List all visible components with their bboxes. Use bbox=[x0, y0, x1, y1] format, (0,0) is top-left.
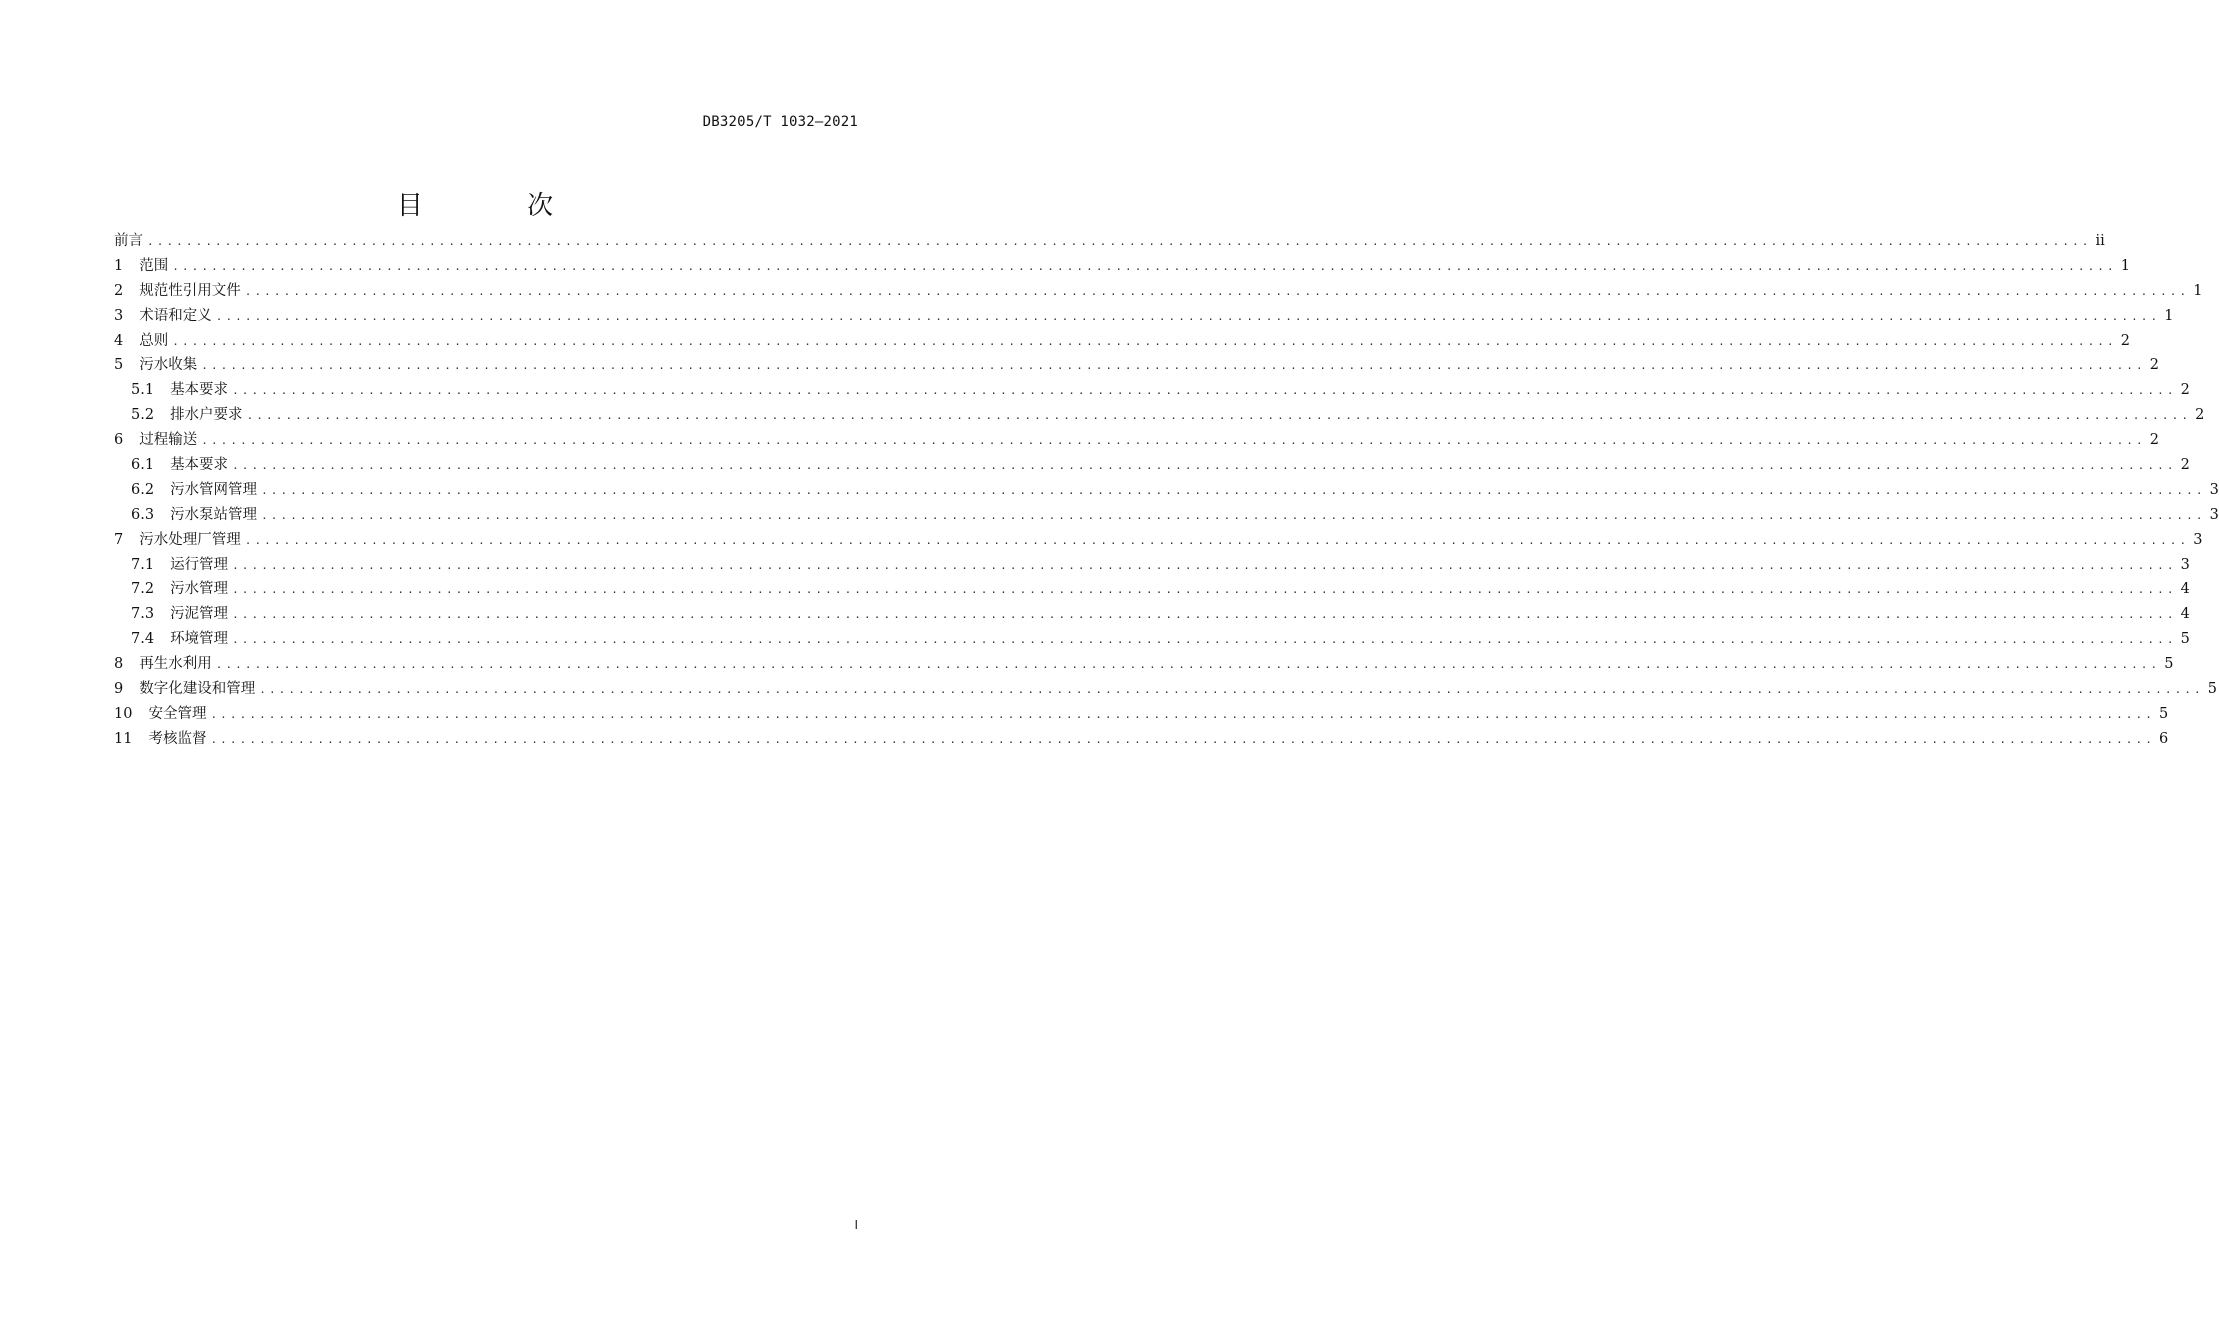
toc-entry-number: 9 bbox=[114, 681, 124, 698]
toc-entry[interactable] bbox=[114, 329, 2130, 354]
toc-entry-page: 2 bbox=[2149, 432, 2159, 449]
toc-dot-leader: ........................................................................................................................................................................................................ bbox=[232, 583, 2177, 597]
toc-dot-leader: ........................................................................................................................................................................................................ bbox=[201, 434, 2146, 448]
toc-entry-number: 5 bbox=[114, 357, 124, 374]
toc-entry-label: 数字化建设和管理 bbox=[139, 681, 256, 698]
toc-entry[interactable] bbox=[114, 403, 2205, 428]
toc-dot-leader: ........................................................................................................................................................................................................ bbox=[232, 459, 2177, 473]
toc-entry-page: 5 bbox=[2207, 681, 2217, 698]
toc-entry-label: 污水处理厂管理 bbox=[139, 531, 241, 548]
toc-entry-number: 7 bbox=[114, 531, 124, 548]
toc-entry-label: 规范性引用文件 bbox=[139, 282, 241, 299]
toc-dot-leader: ........................................................................................................................................................................................................ bbox=[215, 309, 2161, 323]
toc-entry-number: 8 bbox=[114, 656, 124, 673]
toc-entry-page: 2 bbox=[2120, 332, 2130, 349]
toc-entry[interactable] bbox=[114, 353, 2159, 378]
toc-dot-leader: ........................................................................................................................................................................................................ bbox=[172, 334, 2117, 348]
toc-entry-label: 污水管理 bbox=[170, 581, 229, 598]
toc-entry-label: 前言 bbox=[114, 233, 143, 249]
toc-entry-label: 基本要求 bbox=[170, 457, 229, 474]
toc-entry-number: 6.1 bbox=[131, 457, 155, 474]
toc-entry-page: 2 bbox=[2195, 407, 2205, 424]
toc-dot-leader: ........................................................................................................................................................................................................ bbox=[232, 633, 2177, 647]
toc-entry[interactable] bbox=[114, 254, 2130, 279]
toc-entry-number: 3 bbox=[114, 307, 124, 324]
toc-entry-page: 5 bbox=[2180, 631, 2190, 648]
page-title: 目 次 bbox=[396, 191, 602, 221]
toc-entry[interactable] bbox=[114, 428, 2159, 453]
toc-entry-label: 考核监督 bbox=[148, 730, 207, 747]
toc-entry[interactable] bbox=[114, 229, 2105, 254]
toc-entry-label: 排水户要求 bbox=[170, 407, 243, 424]
toc-entry-number: 7.4 bbox=[131, 631, 155, 648]
toc-entry-page: 2 bbox=[2149, 357, 2159, 374]
toc-entry-number: 10 bbox=[114, 705, 133, 722]
toc-entry[interactable] bbox=[114, 378, 2190, 403]
toc-entry[interactable] bbox=[114, 627, 2190, 652]
toc-dot-leader: ........................................................................................................................................................................................................ bbox=[261, 508, 2206, 522]
toc-entry-label: 再生水利用 bbox=[139, 656, 212, 673]
toc-entry-number: 5.2 bbox=[131, 407, 155, 424]
toc-entry-label: 环境管理 bbox=[170, 631, 229, 648]
toc-entry-label: 污泥管理 bbox=[170, 606, 229, 623]
toc-dot-leader: ........................................................................................................................................................................................................ bbox=[172, 259, 2117, 273]
toc-dot-leader: ........................................................................................................................................................................................................ bbox=[232, 608, 2177, 622]
toc-dot-leader: ........................................................................................................................................................................................................ bbox=[244, 533, 2190, 547]
toc-entry-page: 1 bbox=[2164, 307, 2174, 324]
toc-entry[interactable] bbox=[114, 553, 2190, 578]
toc-entry[interactable] bbox=[114, 453, 2190, 478]
toc-dot-leader: ........................................................................................................................................................................................................ bbox=[210, 707, 2155, 721]
toc-entry-label: 范围 bbox=[139, 257, 169, 274]
toc-entry-page: 3 bbox=[2180, 556, 2190, 573]
toc-dot-leader: ........................................................................................................................................................................................................ bbox=[147, 235, 2092, 248]
toc-entry-page: ii bbox=[2095, 233, 2105, 249]
toc-entry-label: 污水收集 bbox=[139, 357, 198, 374]
toc-entry-number: 1 bbox=[114, 257, 124, 274]
toc-entry[interactable] bbox=[114, 602, 2190, 627]
toc-entry-page: 2 bbox=[2180, 457, 2190, 474]
toc-entry[interactable] bbox=[114, 478, 2219, 503]
toc-dot-leader: ........................................................................................................................................................................................................ bbox=[232, 384, 2177, 398]
toc-entry-page: 3 bbox=[2209, 481, 2219, 498]
table-of-contents bbox=[114, 229, 2219, 752]
toc-entry-number: 7.2 bbox=[131, 581, 155, 598]
toc-entry-label: 基本要求 bbox=[170, 382, 229, 399]
toc-entry[interactable] bbox=[114, 677, 2217, 702]
toc-dot-leader: ........................................................................................................................................................................................................ bbox=[215, 658, 2161, 672]
toc-dot-leader: ........................................................................................................................................................................................................ bbox=[244, 284, 2190, 298]
toc-entry[interactable] bbox=[114, 727, 2169, 752]
toc-dot-leader: ........................................................................................................................................................................................................ bbox=[259, 683, 2204, 697]
toc-entry-page: 5 bbox=[2158, 705, 2169, 722]
toc-entry-page: 6 bbox=[2158, 730, 2169, 747]
toc-entry-label: 安全管理 bbox=[148, 705, 207, 722]
toc-entry-label: 污水泵站管理 bbox=[170, 506, 258, 523]
toc-entry[interactable] bbox=[114, 577, 2190, 602]
toc-entry-number: 6 bbox=[114, 432, 124, 449]
toc-entry-number: 4 bbox=[114, 332, 124, 349]
toc-dot-leader: ........................................................................................................................................................................................................ bbox=[201, 359, 2146, 373]
toc-entry-page: 4 bbox=[2180, 606, 2190, 623]
toc-entry-page: 2 bbox=[2180, 382, 2190, 399]
toc-dot-leader: ........................................................................................................................................................................................................ bbox=[210, 732, 2155, 746]
toc-entry[interactable] bbox=[114, 528, 2203, 553]
toc-dot-leader: ........................................................................................................................................................................................................ bbox=[232, 558, 2177, 572]
toc-entry-page: 4 bbox=[2180, 581, 2190, 598]
toc-entry-number: 6.2 bbox=[131, 481, 155, 498]
toc-entry-page: 5 bbox=[2164, 656, 2174, 673]
document-code: DB3205/T 1032—2021 bbox=[702, 114, 858, 130]
toc-entry-number: 7.1 bbox=[131, 556, 155, 573]
toc-entry-number: 11 bbox=[114, 730, 133, 747]
toc-entry-label: 运行管理 bbox=[170, 556, 229, 573]
toc-entry[interactable] bbox=[114, 702, 2169, 727]
toc-entry-page: 3 bbox=[2193, 531, 2203, 548]
toc-entry[interactable] bbox=[114, 652, 2174, 677]
toc-entry-page: 1 bbox=[2120, 257, 2130, 274]
toc-entry-number: 6.3 bbox=[131, 506, 155, 523]
toc-entry-number: 5.1 bbox=[131, 382, 155, 399]
toc-entry-label: 污水管网管理 bbox=[170, 481, 258, 498]
page-number: I bbox=[854, 1218, 858, 1232]
toc-entry-number: 2 bbox=[114, 282, 124, 299]
toc-entry-label: 术语和定义 bbox=[139, 307, 212, 324]
toc-entry[interactable] bbox=[114, 279, 2203, 304]
toc-entry-label: 过程输送 bbox=[139, 432, 198, 449]
toc-entry[interactable] bbox=[114, 503, 2219, 528]
toc-dot-leader: ........................................................................................................................................................................................................ bbox=[246, 409, 2192, 423]
toc-entry-page: 1 bbox=[2193, 282, 2203, 299]
toc-entry[interactable] bbox=[114, 304, 2174, 329]
toc-entry-page: 3 bbox=[2209, 506, 2219, 523]
toc-dot-leader: ........................................................................................................................................................................................................ bbox=[261, 483, 2206, 497]
toc-entry-label: 总则 bbox=[139, 332, 169, 349]
toc-entry-number: 7.3 bbox=[131, 606, 155, 623]
